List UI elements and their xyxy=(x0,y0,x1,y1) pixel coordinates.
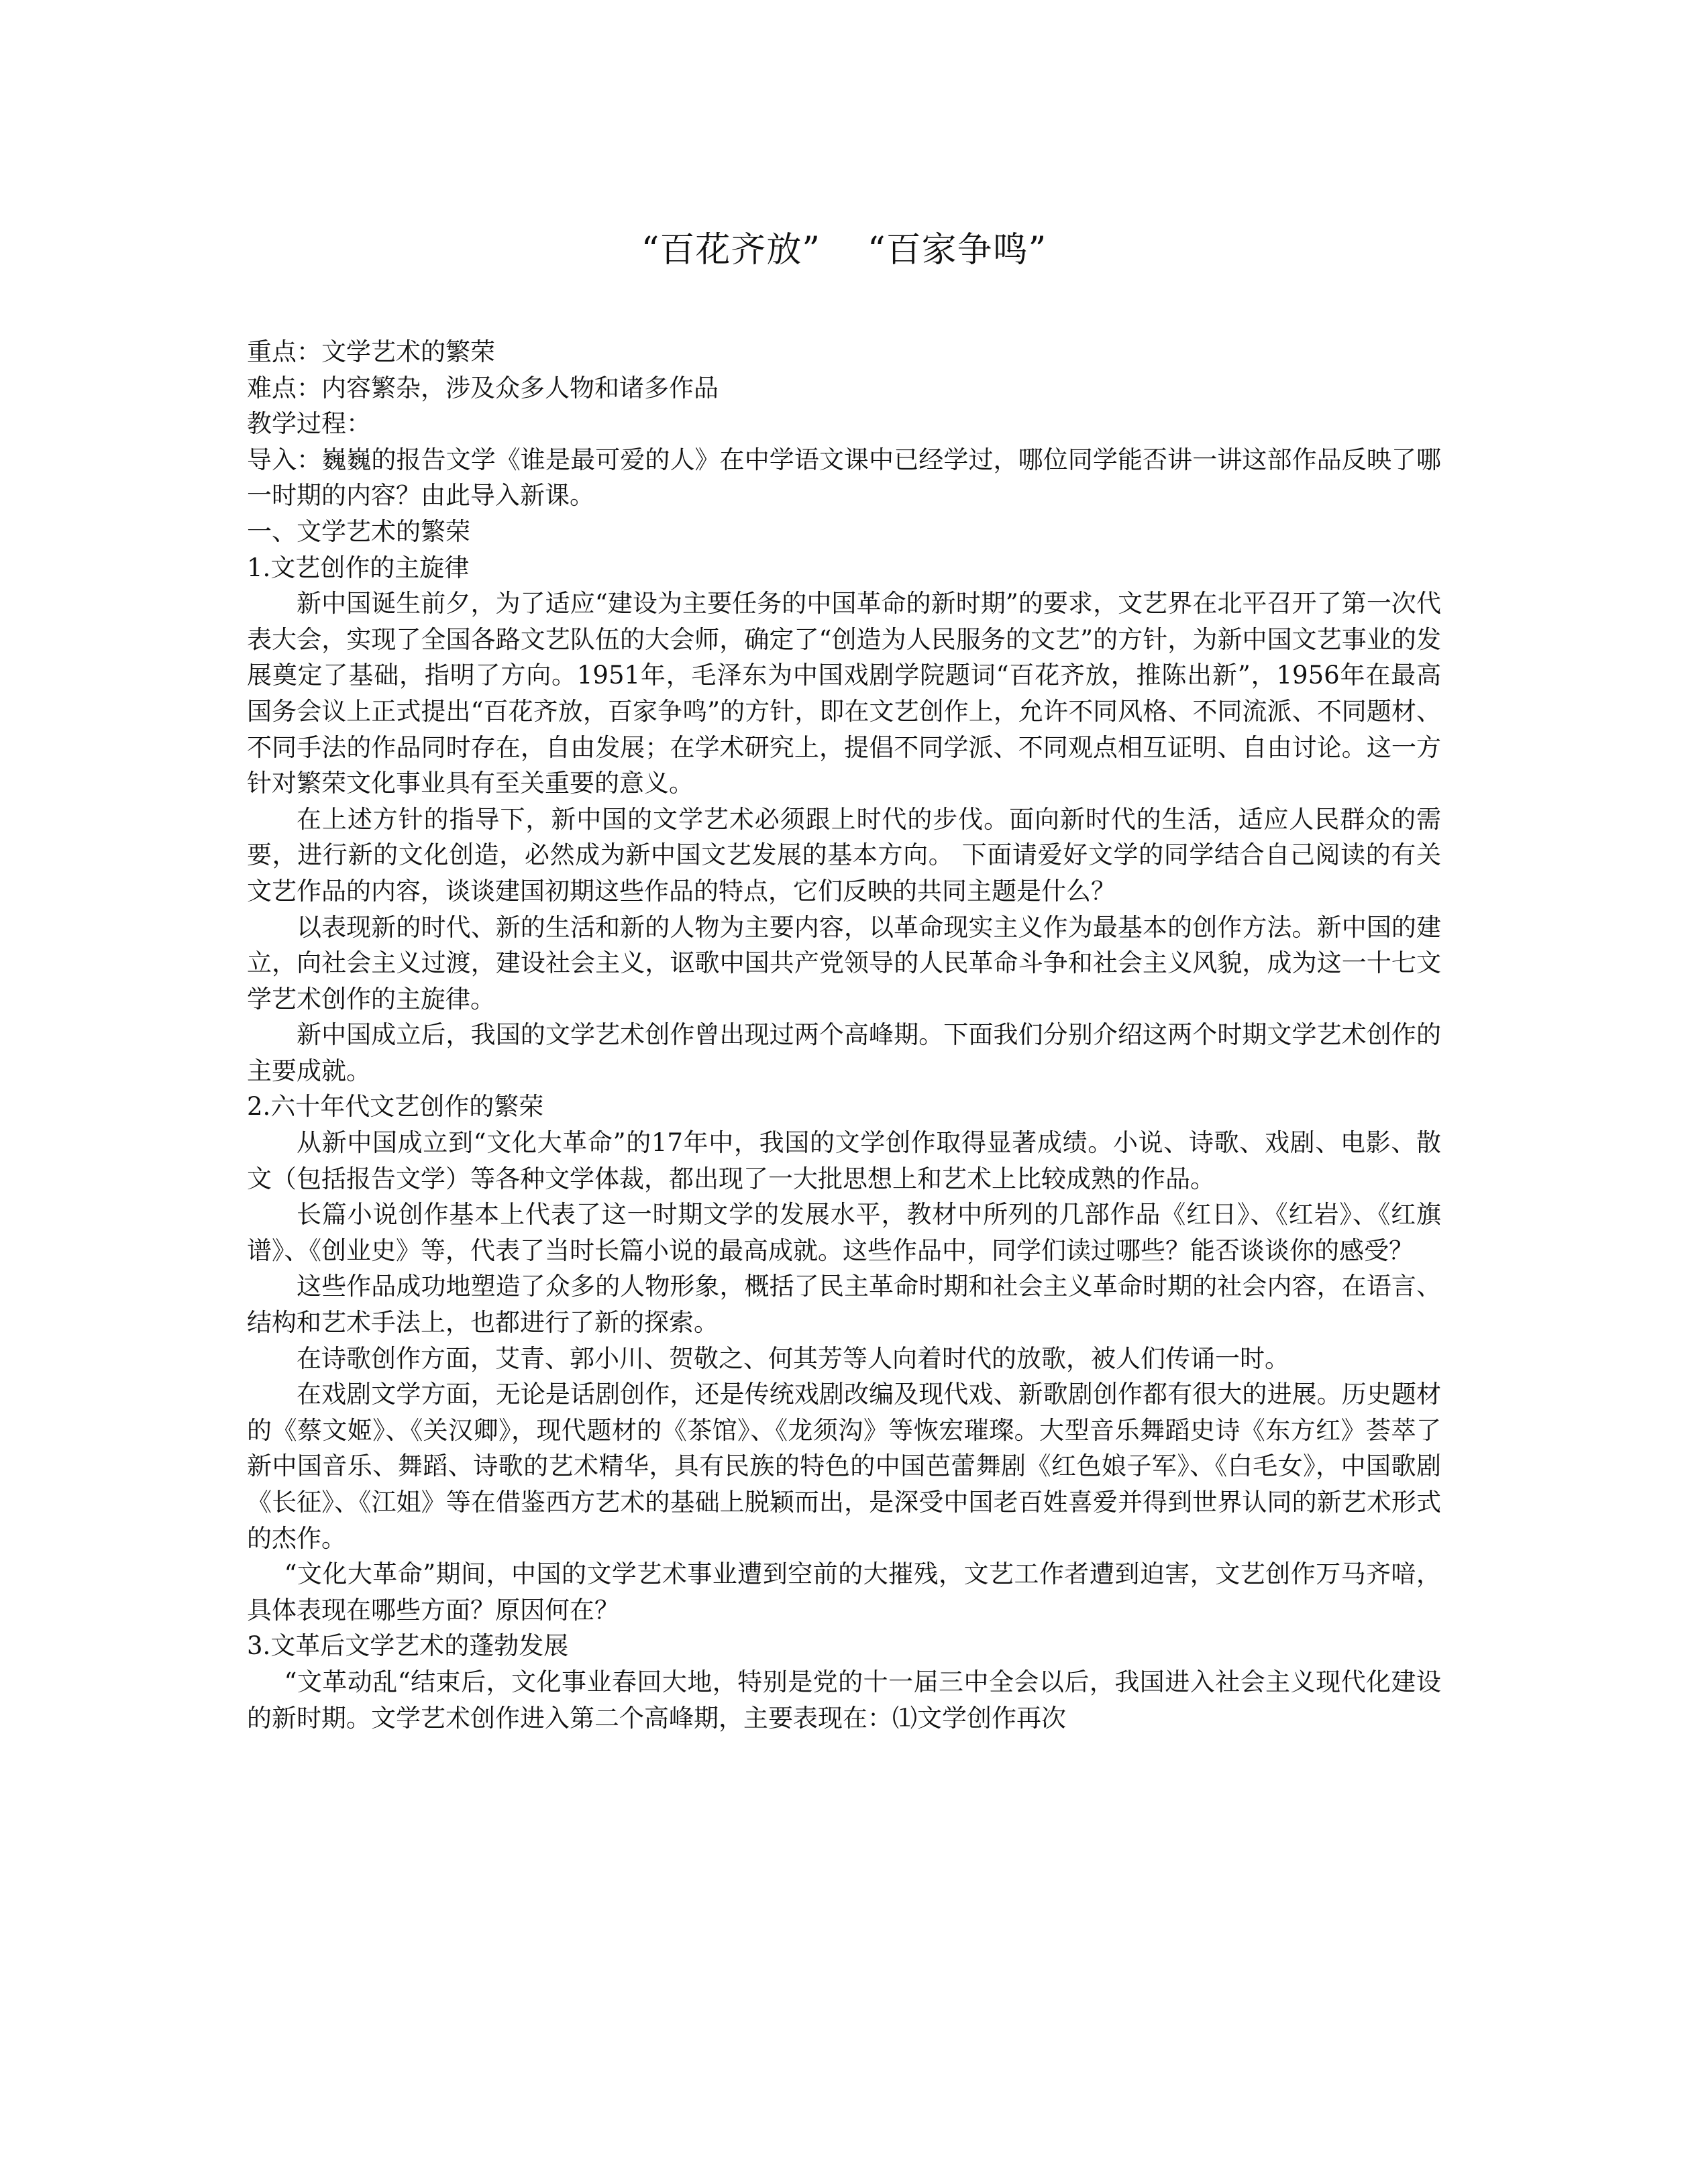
paragraph: 以表现新的时代、新的生活和新的人物为主要内容，以革命现实主义作为最基本的创作方法。新中国的建立，向社会主义过渡，建设社会主义，讴歌中国共产党领导的人民革命斗争和社会主义风貌，成为这一十七文学艺术创作的主旋律。 xyxy=(247,912,1441,1014)
paragraph: 3.文革后文学艺术的蓬勃发展 xyxy=(247,1631,569,1661)
paragraph: 新中国诞生前夕，为了适应“建设为主要任务的中国革命的新时期”的要求，文艺界在北平召开了第一次代表大会，实现了全国各路文艺队伍的大会师，确定了“创造为人民服务的文艺”的方针，为新中国文艺事业的发展奠定了基础，指明了方向。1951年，毛泽东为中国戏剧学院题词“百花齐放，推陈出新”，1956年在最高国务会议上正式提出“百花齐放，百家争鸣”的方针，即在文艺创作上，允许不同风格、不同流派、不同题材、不同手法的作品同时存在，自由发展；在学术研究上，提倡不同学派、不同观点相互证明、自由讨论。这一方针对繁荣文化事业具有至关重要的意义。 xyxy=(247,589,1441,798)
paragraph: 在诗歌创作方面，艾青、郭小川、贺敬之、何其芳等人向着时代的放歌，被人们传诵一时。 xyxy=(297,1344,1289,1373)
paragraph: 难点：内容繁杂，涉及众多人物和诸多作品 xyxy=(247,373,719,402)
paragraph: 长篇小说创作基本上代表了这一时期文学的发展水平，教材中所列的几部作品《红日》、《红岩》、《红旗谱》、《创业史》等，代表了当时长篇小说的最高成就。这些作品中，同学们读过哪些？能否谈谈你的感受？ xyxy=(247,1200,1441,1265)
paragraph: 在上述方针的指导下，新中国的文学艺术必须跟上时代的步伐。面向新时代的生活，适应人民群众的需要，进行新的文化创造，必然成为新中国文艺发展的基本方向。 下面请爱好文学的同学结合自己阅读的有关文艺作品的内容，谈谈建国初期这些作品的特点，它们反映的共同主题是什么？ xyxy=(247,804,1441,906)
paragraph: 新中国成立后，我国的文学艺术创作曾出现过两个高峰期。下面我们分别介绍这两个时期文学艺术创作的主要成就。 xyxy=(247,1020,1441,1085)
paragraph: “文革动乱“结束后，文化事业春回大地，特别是党的十一届三中全会以后，我国进入社会主义现代化建设的新时期。文学艺术创作进入第二个高峰期，主要表现在：⑴文学创作再次 xyxy=(247,1667,1441,1733)
paragraph: 教学过程： xyxy=(247,409,371,439)
paragraph: 1.文艺创作的主旋律 xyxy=(247,553,470,582)
paragraph: 这些作品成功地塑造了众多的人物形象，概括了民主革命时期和社会主义革命时期的社会内容，在语言、结构和艺术手法上，也都进行了新的探索。 xyxy=(247,1272,1441,1337)
paragraph: 一、文学艺术的繁荣 xyxy=(247,516,470,546)
paragraph: 在戏剧文学方面，无论是话剧创作，还是传统戏剧改编及现代戏、新歌剧创作都有很大的进展。历史题材的《蔡文姬》、《关汉卿》，现代题材的《茶馆》、《龙须沟》等恢宏璀璨。大型音乐舞蹈史诗《东方红》荟萃了新中国音乐、舞蹈、诗歌的艺术精华，具有民族的特色的中国芭蕾舞剧《红色娘子军》、《白毛女》，中国歌剧《长征》、《江姐》等在借鉴西方艺术的基础上脱颖而出，是深受中国老百姓喜爱并得到世界认同的新艺术形式的杰作。 xyxy=(247,1380,1441,1553)
paragraph: 重点：文学艺术的繁荣 xyxy=(247,337,495,366)
paragraph: 从新中国成立到“文化大革命”的17年中，我国的文学创作取得显著成绩。小说、诗歌、戏剧、电影、散文（包括报告文学）等各种文学体裁，都出现了一大批思想上和艺术上比较成熟的作品。 xyxy=(247,1128,1441,1193)
paragraph: 2.六十年代文艺创作的繁荣 xyxy=(247,1092,544,1122)
paragraph: 导入：巍巍的报告文学《谁是最可爱的人》在中学语文课中已经学过，哪位同学能否讲一讲这部作品反映了哪一时期的内容？由此导入新课。 xyxy=(247,445,1441,510)
paragraph: “文化大革命”期间，中国的文学艺术事业遭到空前的大摧残，文艺工作者遭到迫害，文艺创作万马齐喑，具体表现在哪些方面？原因何在？ xyxy=(247,1560,1441,1625)
page-title: “百花齐放” “百家争鸣” xyxy=(641,230,1047,270)
document-body xyxy=(247,334,1441,1736)
